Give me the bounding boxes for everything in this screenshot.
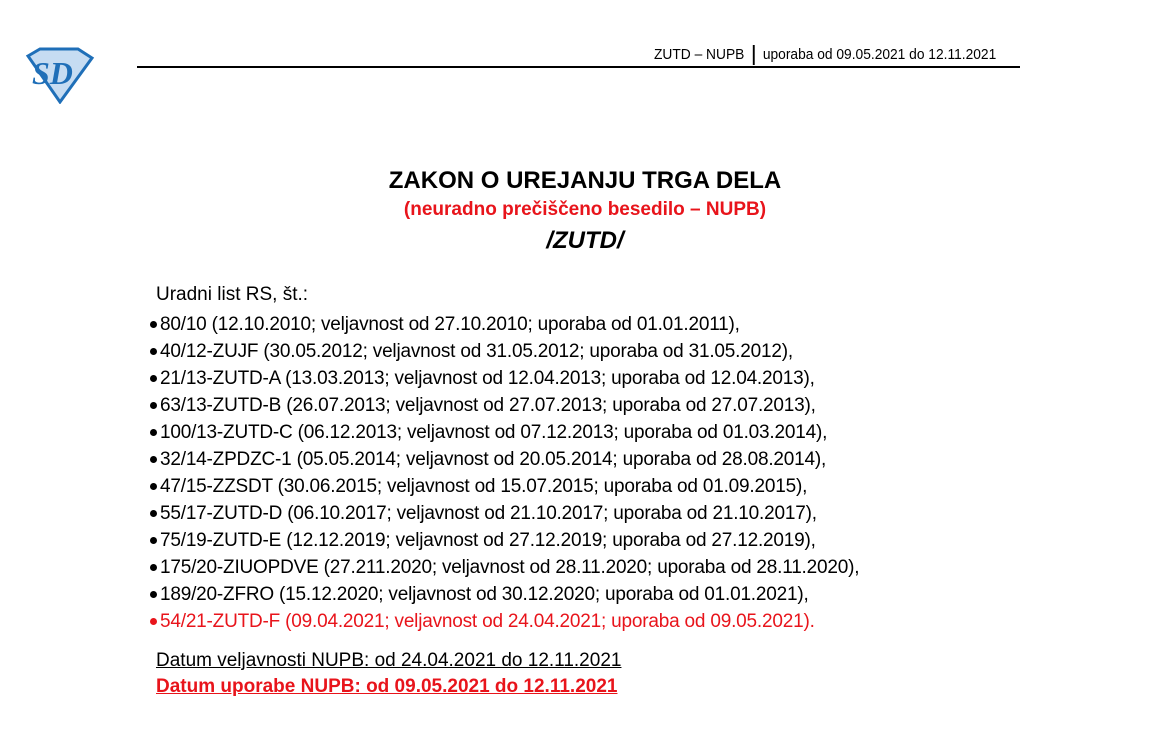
bullet-icon [150, 429, 157, 436]
list-item-text: 21/13-ZUTD-A (13.03.2013; veljavnost od 12.04.2013; uporaba od 12.04.2013), [160, 368, 815, 389]
list-item-text: 54/21-ZUTD-F (09.04.2021; veljavnost od 24.04.2021; uporaba od 09.05.2021). [160, 611, 815, 632]
list-item [150, 581, 859, 608]
list-item [150, 392, 859, 419]
header-usage-dates: uporaba od 09.05.2021 do 12.11.2021 [762, 47, 996, 63]
bullet-icon [150, 456, 157, 463]
bullet-icon [150, 348, 157, 355]
list-item-text: 189/20-ZFRO (15.12.2020; veljavnost od 30.12.2020; uporaba od 01.01.2021), [160, 584, 809, 605]
list-item-text: 75/19-ZUTD-E (12.12.2019; veljavnost od 27.12.2019; uporaba od 27.12.2019), [160, 530, 816, 551]
bullet-icon [150, 510, 157, 517]
list-item [150, 500, 859, 527]
header-divider [753, 45, 754, 65]
gazette-list [150, 311, 859, 635]
list-item-latest [150, 608, 859, 635]
bullet-icon [150, 537, 157, 544]
list-item [150, 554, 859, 581]
bullet-icon [150, 375, 157, 382]
logo-icon [20, 46, 98, 104]
application-date: Datum uporabe NUPB: od 09.05.2021 do 12.11.2021 [156, 676, 618, 697]
document-title: ZAKON O UREJANJU TRGA DELA [388, 167, 782, 194]
bullet-icon [150, 591, 157, 598]
document-abbreviation: /ZUTD/ [546, 227, 624, 254]
bullet-icon [150, 618, 157, 625]
page-header [137, 44, 1020, 68]
list-item [150, 527, 859, 554]
list-item-text: 40/12-ZUJF (30.05.2012; veljavnost od 31.05.2012; uporaba od 31.05.2012), [160, 341, 793, 362]
list-item-text: 32/14-ZPDZC-1 (05.05.2014; veljavnost od 20.05.2014; uporaba od 28.08.2014), [160, 449, 827, 470]
document-subtitle: (neuradno prečiščeno besedilo – NUPB) [403, 199, 767, 220]
list-item [150, 419, 859, 446]
list-item-text: 100/13-ZUTD-C (06.12.2013; veljavnost od 07.12.2013; uporaba od 01.03.2014), [160, 422, 828, 443]
bullet-icon [150, 483, 157, 490]
list-item-text: 47/15-ZZSDT (30.06.2015; veljavnost od 15.07.2015; uporaba od 01.09.2015), [160, 476, 808, 497]
list-item [150, 473, 859, 500]
list-item-text: 175/20-ZIUOPDVE (27.211.2020; veljavnost od 28.11.2020; uporaba od 28.11.2020), [160, 557, 860, 578]
svg-text:SD: SD [32, 55, 73, 91]
list-item [150, 311, 859, 338]
bullet-icon [150, 564, 157, 571]
validity-date: Datum veljavnosti NUPB: od 24.04.2021 do 12.11.2021 [156, 650, 622, 671]
list-item-text: 80/10 (12.10.2010; veljavnost od 27.10.2010; uporaba od 01.01.2011), [160, 314, 740, 335]
list-item [150, 365, 859, 392]
bullet-icon [150, 402, 157, 409]
list-item [150, 446, 859, 473]
gazette-label: Uradni list RS, št.: [156, 284, 309, 305]
list-item [150, 338, 859, 365]
list-item-text: 55/17-ZUTD-D (06.10.2017; veljavnost od 21.10.2017; uporaba od 21.10.2017), [160, 503, 817, 524]
bullet-icon [150, 321, 157, 328]
list-item-text: 63/13-ZUTD-B (26.07.2013; veljavnost od 27.07.2013; uporaba od 27.07.2013), [160, 395, 816, 416]
header-doc-code: ZUTD – NUPB [653, 47, 745, 63]
